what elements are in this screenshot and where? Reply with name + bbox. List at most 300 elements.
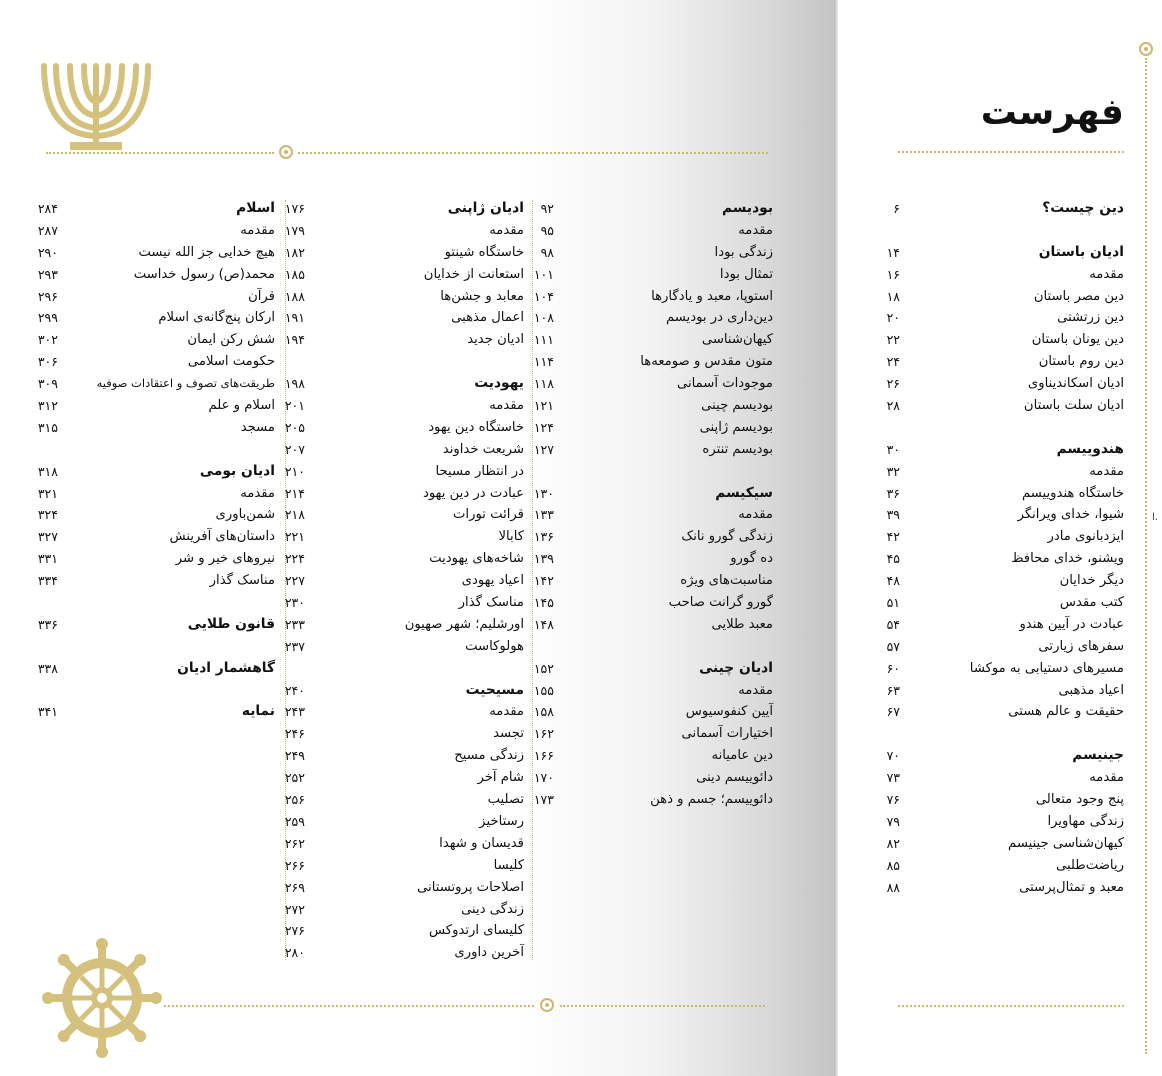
toc-page-number: ۳۱۸ — [37, 463, 58, 479]
toc-entry-title: رستاخیز — [479, 813, 524, 829]
toc-page-number: ۲۸۴ — [37, 201, 58, 216]
toc-entry[interactable] — [533, 395, 773, 417]
footer-rule-page — [898, 1005, 1124, 1007]
toc-entry[interactable] — [37, 526, 275, 548]
toc-entry[interactable] — [533, 745, 773, 767]
toc-entry[interactable] — [284, 811, 524, 833]
toc-page-number: ۸۵ — [886, 857, 900, 873]
toc-page-number: ۱۴۸ — [533, 616, 554, 632]
toc-entry-title: کتب مقدس — [1059, 595, 1124, 611]
toc-entry-title: حکومت اسلامی — [187, 354, 275, 370]
toc-page-number: ۸۸ — [886, 879, 900, 895]
toc-section-heading[interactable] — [37, 614, 275, 636]
toc-page-number: ۱۵۲ — [533, 660, 554, 676]
toc-page-number: ۱۸۲ — [284, 244, 305, 260]
toc-entry-title: مقدمه — [738, 682, 773, 698]
toc-section-heading[interactable] — [37, 701, 275, 723]
toc-entry[interactable] — [533, 526, 773, 548]
toc-entry[interactable] — [533, 614, 773, 636]
toc-entry-title: موجودات آسمانی — [676, 376, 773, 392]
toc-entry[interactable] — [533, 373, 773, 395]
toc-entry[interactable] — [886, 570, 1124, 592]
toc-entry-title: جینیسم — [1072, 747, 1124, 764]
toc-section-heading[interactable] — [886, 745, 1124, 767]
toc-entry[interactable] — [533, 439, 773, 461]
toc-entry[interactable] — [37, 286, 275, 308]
toc-entry[interactable] — [284, 899, 524, 921]
toc-entry[interactable] — [886, 767, 1124, 789]
toc-entry — [46, 439, 275, 461]
toc-page-number: ۱۶ — [886, 266, 900, 282]
toc-entry-title: محمد(ص) رسول خداست — [133, 266, 275, 282]
toc-entry[interactable] — [284, 526, 524, 548]
toc-entry[interactable] — [886, 483, 1124, 505]
toc-page-number: ۱۶۶ — [533, 748, 554, 764]
toc-section-heading[interactable] — [886, 439, 1124, 461]
toc-entry — [46, 636, 275, 658]
toc-entry-title: زندگی مسیح — [454, 748, 524, 764]
toc-entry-title: زندگی گورو نانک — [681, 529, 773, 545]
toc-entry[interactable] — [284, 636, 524, 658]
toc-entry-title: معابد و جشن‌ها — [440, 288, 524, 304]
toc-page-number: ۳۳۴ — [37, 573, 58, 589]
toc-page-number: ۱۸۸ — [284, 288, 305, 304]
toc-page-number: ۳۰۹ — [37, 376, 58, 392]
toc-section-heading[interactable] — [540, 198, 773, 220]
toc-entry-title: ریاضت‌طلبی — [1055, 857, 1124, 873]
menorah-icon — [40, 58, 152, 154]
toc-page-number: ۱۵۵ — [533, 682, 554, 698]
toc-entry-title: اسلام و علم — [208, 398, 275, 414]
toc-page-number: ۲۳۰ — [284, 595, 305, 611]
toc-entry[interactable] — [886, 855, 1124, 877]
toc-entry — [544, 636, 773, 658]
toc-entry-title: در انتظار مسیحا — [435, 463, 524, 479]
toc-entry-title: گورو گرانت صاحب — [668, 595, 773, 611]
toc-page-number: ۶۳ — [886, 682, 900, 698]
toc-entry-title: دائوییسم؛ جسم و ذهن — [650, 792, 773, 808]
toc-entry-title: مقدمه — [738, 222, 773, 238]
toc-entry[interactable] — [37, 329, 275, 351]
toc-entry-title: ادیان اسکاندیناوی — [1027, 376, 1124, 392]
toc-entry-title: شام آخر — [477, 770, 524, 786]
toc-page-number: ۶۰ — [886, 660, 900, 676]
toc-entry[interactable] — [37, 504, 275, 526]
toc-entry[interactable] — [284, 264, 524, 286]
toc-entry[interactable] — [540, 242, 773, 264]
toc-page-number: ۲۷۶ — [284, 923, 305, 939]
toc-section-heading[interactable] — [37, 461, 275, 483]
toc-entry[interactable] — [37, 220, 275, 242]
toc-entry-title: حقیقت و عالم هستی — [1008, 704, 1124, 720]
toc-entry[interactable] — [37, 548, 275, 570]
toc-entry-title: سفرهای زیارتی — [1038, 638, 1124, 654]
toc-entry-title: مقدمه — [489, 222, 524, 238]
toc-page-number: ۱۷۹ — [284, 222, 305, 238]
toc-entry-title: یهودیت — [474, 375, 524, 392]
toc-page-number: ۲۲۷ — [284, 573, 305, 589]
header-rule-right — [298, 152, 768, 154]
toc-entry[interactable] — [886, 461, 1124, 483]
margin-rule — [1145, 58, 1147, 1054]
toc-entry[interactable] — [886, 680, 1124, 702]
toc-page-number: ۱۰۱ — [533, 266, 554, 282]
toc-entry-title: شریعت خداوند — [442, 441, 524, 457]
toc-entry — [296, 658, 524, 680]
toc-entry-title: کیهان‌شناسی — [701, 332, 773, 348]
toc-page-number: ۲۰۷ — [284, 441, 305, 457]
toc-page-number: ۱۲۷ — [533, 441, 554, 457]
toc-entry[interactable] — [533, 307, 773, 329]
toc-entry-title: دین چیست؟ — [1042, 200, 1124, 216]
toc-entry-title: نیروهای خیر و شر — [175, 551, 275, 567]
toc-page-number: ۲۲۴ — [284, 551, 305, 567]
toc-entry[interactable] — [886, 351, 1124, 373]
toc-entry-title: بودیسم چینی — [701, 398, 773, 414]
toc-entry[interactable] — [37, 307, 275, 329]
toc-page-number: ۲۸ — [886, 398, 900, 414]
toc-entry[interactable] — [886, 548, 1124, 570]
toc-entry[interactable] — [886, 811, 1124, 833]
toc-entry-title: مقدمه — [1089, 463, 1124, 479]
toc-page-number: ۱۱۸ — [533, 376, 554, 392]
toc-section-heading[interactable] — [893, 198, 1124, 220]
toc-entry[interactable] — [533, 570, 773, 592]
toc-page-number: ۱۳۰ — [533, 485, 554, 501]
toc-page-number: ۱۱۱ — [533, 332, 554, 348]
toc-page-number: ۷۰ — [886, 748, 900, 764]
toc-page-number: ۳۰ — [886, 441, 900, 457]
toc-entry[interactable] — [284, 701, 524, 723]
toc-entry-title: متون مقدس و صومعه‌ها — [640, 354, 773, 370]
toc-entry-title: اصلاحات پروتستانی — [417, 879, 524, 895]
toc-page-number: ۲۳۷ — [284, 638, 305, 654]
toc-page-number: ۳۴۱ — [37, 704, 58, 720]
toc-entry[interactable] — [37, 351, 275, 373]
toc-entry-title: شیوا، خدای ویرانگر — [1017, 507, 1124, 523]
toc-entry — [896, 220, 1124, 242]
toc-entry-title: دین مصر باستان — [1033, 288, 1124, 304]
toc-section-heading[interactable] — [284, 680, 524, 702]
toc-page-number: ۲۴۰ — [284, 682, 305, 698]
toc-page-number: ۱۳۹ — [533, 551, 554, 567]
toc-entry-title: دین زرتشتی — [1057, 310, 1124, 326]
toc-entry[interactable] — [886, 526, 1124, 548]
toc-entry-title: بودیسم ژاپنی — [699, 419, 773, 435]
toc-entry-title: مقدمه — [240, 485, 275, 501]
toc-entry-title: هندوییسم — [1056, 440, 1124, 457]
toc-entry-title: ویشنو، خدای محافظ — [1011, 551, 1124, 567]
toc-entry[interactable] — [533, 723, 773, 745]
toc-section-heading[interactable] — [37, 198, 275, 220]
toc-page-number: ۲۱۴ — [284, 485, 305, 501]
toc-page-number: ۲۹۰ — [37, 244, 58, 260]
toc-entry-title: خاستگاه شینتو — [444, 244, 524, 260]
toc-entry-title: زندگی مهاویرا — [1047, 813, 1124, 829]
toc-section-heading[interactable] — [284, 198, 524, 220]
toc-entry-title: اعمال مذهبی — [451, 310, 524, 326]
toc-column-2 — [533, 198, 773, 811]
toc-entry[interactable] — [284, 395, 524, 417]
toc-entry-title: مسیحیت — [465, 681, 524, 698]
toc-entry[interactable] — [886, 504, 1124, 526]
toc-entry-title: مناسک گذار — [209, 573, 275, 589]
toc-page-number: ۷۳ — [886, 770, 900, 786]
toc-entry[interactable] — [284, 504, 524, 526]
toc-page-number: ۳۲۱ — [37, 485, 58, 501]
toc-entry[interactable] — [886, 264, 1124, 286]
toc-entry[interactable] — [886, 833, 1124, 855]
toc-section-heading[interactable] — [284, 373, 524, 395]
toc-entry[interactable] — [284, 307, 524, 329]
toc-entry[interactable] — [886, 614, 1124, 636]
toc-page-number: ۲۵۹ — [284, 813, 305, 829]
toc-entry-title: تصلیب — [487, 792, 524, 808]
toc-page-number: ۱۰۴ — [533, 288, 554, 304]
toc-page-number: ۲۹۹ — [37, 310, 58, 326]
toc-entry[interactable] — [284, 329, 524, 351]
toc-entry[interactable] — [533, 264, 773, 286]
toc-entry[interactable] — [284, 745, 524, 767]
toc-entry[interactable] — [284, 592, 524, 614]
toc-entry[interactable] — [533, 548, 773, 570]
toc-entry-title: ارکان پنج‌گانه‌ی اسلام — [158, 310, 275, 326]
toc-page-number: ۱۷۳ — [533, 792, 554, 808]
toc-entry[interactable] — [284, 548, 524, 570]
toc-entry[interactable] — [886, 701, 1124, 723]
toc-entry[interactable] — [533, 504, 773, 526]
toc-entry[interactable] — [37, 242, 275, 264]
toc-entry[interactable] — [533, 680, 773, 702]
toc-page-number: ۲۲ — [886, 332, 900, 348]
toc-page-number: ۲۴۹ — [284, 748, 305, 764]
toc-entry-title: مقدمه — [1089, 266, 1124, 282]
toc-entry-title: مقدمه — [489, 398, 524, 414]
toc-entry[interactable] — [37, 483, 275, 505]
toc-page-number: ۱۲۴ — [533, 419, 554, 435]
toc-page-number: ۳۳۱ — [37, 551, 58, 567]
toc-page-number: ۱۳۶ — [533, 529, 554, 545]
toc-page-number: ۲۸۰ — [284, 945, 305, 961]
toc-page-number: ۷۹ — [886, 813, 900, 829]
toc-entry[interactable] — [284, 614, 524, 636]
toc-page-number: ۱۴۲ — [533, 573, 554, 589]
toc-page-number: ۱۳۳ — [533, 507, 554, 523]
toc-entry[interactable] — [533, 592, 773, 614]
toc-page-number: ۲۴ — [886, 354, 900, 370]
toc-page-number: ۱۴ — [886, 244, 900, 260]
toc-entry[interactable] — [284, 570, 524, 592]
toc-entry[interactable] — [284, 833, 524, 855]
toc-page-number: ۲۶۹ — [284, 879, 305, 895]
toc-entry-title: پنج وجود متعالی — [1035, 792, 1124, 808]
toc-entry[interactable] — [37, 264, 275, 286]
toc-entry-title: مقدمه — [240, 222, 275, 238]
toc-entry-title: آیین کنفوسیوس — [685, 704, 773, 720]
toc-entry[interactable] — [533, 701, 773, 723]
toc-page-number: ۱۹۱ — [284, 310, 305, 326]
toc-entry-title: مقدمه — [1089, 770, 1124, 786]
toc-section-heading[interactable] — [533, 483, 773, 505]
toc-page-number: ۱۶۲ — [533, 726, 554, 742]
toc-entry-title: ادیان جدید — [467, 332, 524, 348]
toc-entry[interactable] — [533, 286, 773, 308]
toc-entry[interactable] — [284, 483, 524, 505]
ornament-icon — [540, 998, 554, 1012]
toc-entry-title: تمثال بودا — [719, 266, 773, 282]
toc-entry-title: کیهان‌شناسی جینیسم — [1008, 835, 1124, 851]
toc-section-heading[interactable] — [37, 658, 275, 680]
toc-page-number: ۳۹ — [886, 507, 900, 523]
toc-entry[interactable] — [284, 286, 524, 308]
toc-entry[interactable] — [886, 373, 1124, 395]
toc-page-number: ۲۲۱ — [284, 529, 305, 545]
toc-entry[interactable] — [886, 307, 1124, 329]
toc-entry — [544, 461, 773, 483]
toc-page-number: ۱۹۸ — [284, 376, 305, 392]
toc-entry[interactable] — [886, 329, 1124, 351]
column-divider — [532, 200, 533, 960]
toc-section-heading[interactable] — [886, 242, 1124, 264]
ornament-icon — [279, 145, 293, 159]
toc-entry[interactable] — [284, 942, 524, 964]
toc-entry-title: شمن‌باوری — [215, 507, 275, 523]
toc-entry[interactable] — [284, 855, 524, 877]
toc-entry-title: ایزدبانوی مادر — [1047, 529, 1124, 545]
toc-entry-title: ادیان باستان — [1038, 243, 1124, 260]
toc-column-3 — [284, 198, 524, 964]
toc-entry-title: معبد طلایی — [711, 616, 773, 632]
toc-entry[interactable] — [284, 242, 524, 264]
toc-entry[interactable] — [284, 723, 524, 745]
toc-entry[interactable] — [533, 329, 773, 351]
dharma-wheel-icon — [42, 938, 162, 1058]
toc-page-number: ۱۵۸ — [533, 704, 554, 720]
footer-rule-right — [560, 1005, 765, 1007]
toc-page-number: ۱۸۵ — [284, 266, 305, 282]
toc-page-number: ۹۲ — [540, 201, 554, 216]
toc-page-number: ۱۹۴ — [284, 332, 305, 348]
toc-page-number: ۳۰۶ — [37, 354, 58, 370]
toc-page-number: ۳۶ — [886, 485, 900, 501]
page-title: فهرست — [980, 92, 1124, 133]
toc-page-number: ۲۸۷ — [37, 222, 58, 238]
toc-entry[interactable] — [533, 789, 773, 811]
toc-entry[interactable] — [284, 767, 524, 789]
toc-page-number: ۲۶ — [886, 376, 900, 392]
toc-entry[interactable] — [37, 395, 275, 417]
toc-page-number: ۵۴ — [886, 616, 900, 632]
toc-entry-title: قانون طلایی — [187, 615, 275, 632]
toc-entry[interactable] — [540, 220, 773, 242]
toc-page-number: ۵۷ — [886, 638, 900, 654]
toc-entry — [46, 592, 275, 614]
title-rule — [898, 151, 1124, 153]
header-rule-left — [46, 152, 274, 154]
toc-entry-title: ادیان ژاپنی — [447, 200, 524, 216]
toc-page-number: ۱۴۵ — [533, 595, 554, 611]
toc-entry[interactable] — [886, 789, 1124, 811]
toc-entry-title: عبادت در دین یهود — [423, 485, 524, 501]
toc-entry-title: زندگی دینی — [461, 901, 524, 917]
toc-entry[interactable] — [886, 592, 1124, 614]
toc-entry[interactable] — [886, 636, 1124, 658]
toc-entry[interactable] — [37, 373, 275, 395]
toc-entry[interactable] — [886, 286, 1124, 308]
toc-page-number: ۳۱۵ — [37, 419, 58, 435]
toc-entry[interactable] — [37, 417, 275, 439]
toc-entry[interactable] — [284, 920, 524, 942]
toc-entry-title: مقدمه — [738, 507, 773, 523]
toc-page-number: ۲۱۸ — [284, 507, 305, 523]
toc-entry[interactable] — [886, 877, 1124, 899]
toc-page-number: ۲۵۲ — [284, 770, 305, 786]
toc-page-number: ۳۱۲ — [37, 398, 58, 414]
toc-page-number: ۱۷۰ — [533, 770, 554, 786]
toc-entry-title: طریقت‌های تصوف و اعتقادات صوفیه — [96, 376, 275, 391]
toc-entry-title: قرآن — [248, 288, 275, 304]
toc-entry — [296, 351, 524, 373]
toc-entry-title: داستان‌های آفرینش — [169, 529, 275, 545]
toc-section-heading[interactable] — [533, 658, 773, 680]
toc-page-number: ۲۱۰ — [284, 463, 305, 479]
toc-entry-title: خاستگاه هندوییسم — [1021, 485, 1124, 501]
toc-entry-title: ادیان سلت باستان — [1023, 398, 1124, 414]
toc-entry-title: شش رکن ایمان — [187, 332, 275, 348]
toc-entry-title: مقدمه — [489, 704, 524, 720]
toc-entry-title: دین روم باستان — [1038, 354, 1124, 370]
toc-entry[interactable] — [37, 570, 275, 592]
toc-page-number: ۷۶ — [886, 792, 900, 808]
toc-entry-title: کلیسا — [493, 857, 524, 873]
toc-page-number: ۲۹۶ — [37, 288, 58, 304]
toc-entry-title: اعیاد یهودی — [461, 573, 524, 589]
toc-page-number: ۸۲ — [886, 835, 900, 851]
toc-entry[interactable] — [284, 877, 524, 899]
toc-page-number: ۳۰۲ — [37, 332, 58, 348]
footer-rule-left — [164, 1005, 534, 1007]
toc-entry[interactable] — [533, 351, 773, 373]
toc-entry[interactable] — [886, 395, 1124, 417]
toc-entry[interactable] — [284, 789, 524, 811]
toc-page-number: ۱۲۱ — [533, 398, 554, 414]
toc-entry — [46, 680, 275, 702]
toc-entry[interactable] — [284, 220, 524, 242]
toc-entry-title: دائوییسم دینی — [696, 770, 773, 786]
toc-page-number: ۳۲ — [886, 463, 900, 479]
toc-entry — [896, 723, 1124, 745]
toc-page-number: ۵۱ — [886, 595, 900, 611]
toc-entry[interactable] — [284, 417, 524, 439]
toc-page-number: ۲۳۳ — [284, 616, 305, 632]
toc-entry[interactable] — [533, 417, 773, 439]
toc-page-number: ۹۵ — [540, 222, 554, 238]
toc-entry[interactable] — [886, 658, 1124, 680]
toc-page-number: ۴۵ — [886, 551, 900, 567]
toc-entry-title: مناسبت‌های ویژه — [680, 573, 773, 589]
toc-entry-title: استوپا، معبد و یادگارها — [651, 288, 773, 304]
toc-page-number: ۳۲۴ — [37, 507, 58, 523]
toc-page-number: ۳۳۶ — [37, 616, 58, 632]
toc-page-number: ۱۰۸ — [533, 310, 554, 326]
toc-page-number: ۲۰۱ — [284, 398, 305, 414]
toc-entry[interactable] — [284, 461, 524, 483]
toc-page-number: ۴۲ — [886, 529, 900, 545]
toc-entry[interactable] — [284, 439, 524, 461]
toc-entry-title: بودیسم — [722, 200, 773, 216]
toc-page-number: ۲۴۶ — [284, 726, 305, 742]
toc-entry[interactable] — [533, 767, 773, 789]
